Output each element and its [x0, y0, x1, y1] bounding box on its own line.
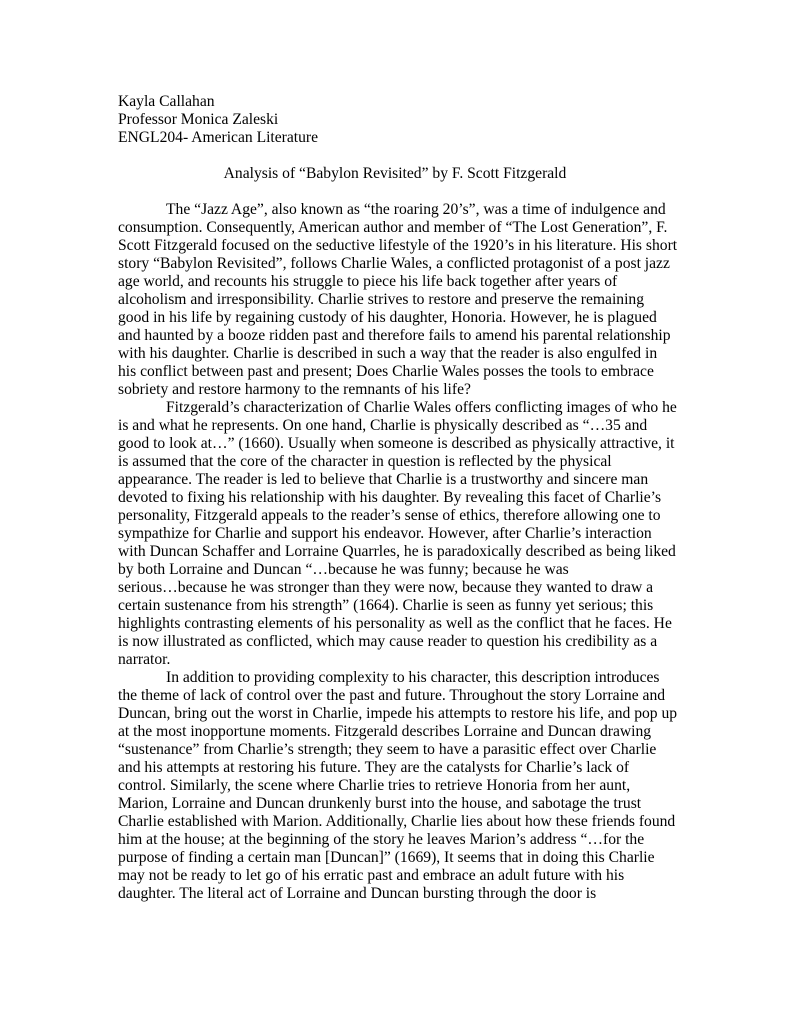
text-line: narrator. — [118, 651, 171, 668]
text-line: highlights contrasting elements of his personality as well as the conflict that he faces. He — [118, 615, 672, 632]
text-line: “sustenance” from Charlie’s strength; they seem to have a parasitic effect over Charlie — [118, 741, 657, 758]
text-line: appearance. The reader is led to believe that Charlie is a trustworthy and sincere man — [118, 471, 649, 488]
document-title: Analysis of “Babylon Revisited” by F. Scott Fitzgerald — [223, 165, 567, 182]
text-line: Charlie established with Marion. Additionally, Charlie lies about how these friends found — [118, 813, 676, 830]
paragraph-2 — [118, 399, 677, 669]
text-line: purpose of finding a certain man [Duncan]” (1669), It seems that in doing this Charlie — [118, 849, 655, 866]
text-line: Duncan, bring out the worst in Charlie, impede his attempts to restore his life, and pop up — [118, 705, 678, 722]
text-line: daughter. The literal act of Lorraine and Duncan bursting through the door is — [118, 885, 597, 902]
text-line: is now illustrated as conflicted, which may cause reader to question his credibility as a — [118, 633, 658, 650]
text-line: may not be ready to let go of his erratic past and embrace an adult future with his — [118, 867, 625, 884]
text-line: his conflict between past and present; Does Charlie Wales posses the tools to embrace — [118, 363, 654, 380]
text-line: good in his life by regaining custody of his daughter, Honoria. However, he is plagued — [118, 309, 657, 326]
document-header — [118, 93, 672, 147]
paragraph-1 — [118, 201, 678, 399]
text-line: control. Similarly, the scene where Charlie tries to retrieve Honoria from her aunt, — [118, 777, 631, 794]
text-line: certain sustenance from his strength” (1664). Charlie is seen as funny yet serious; this — [118, 597, 654, 614]
text-line: and his attempts at restoring his future. They are the catalysts for Charlie’s lack of — [118, 759, 630, 776]
course-name: ENGL204- American Literature — [118, 129, 319, 146]
text-line: Scott Fitzgerald focused on the seductive lifestyle of the 1920’s in his literature. His short — [118, 237, 678, 254]
text-line: by both Lorraine and Duncan “…because he was funny; because he was — [118, 561, 569, 578]
professor-name: Professor Monica Zaleski — [118, 111, 279, 128]
text-line: consumption. Consequently, American author and member of “The Lost Generation”, F. — [118, 219, 668, 236]
document-page — [118, 93, 678, 903]
document-body — [118, 201, 678, 903]
text-line: is assumed that the core of the character in question is reflected by the physical — [118, 453, 612, 470]
text-line: age world, and recounts his struggle to piece his life back together after years of — [118, 273, 618, 290]
text-line: Fitzgerald’s characterization of Charlie Wales offers conflicting images of who he — [166, 399, 677, 416]
text-line: him at the house; at the beginning of the story he leaves Marion’s address “…for the — [118, 831, 645, 848]
text-line: is and what he represents. On one hand, Charlie is physically described as “…35 and — [118, 417, 648, 434]
author-name: Kayla Callahan — [118, 93, 215, 110]
text-line: personality, Fitzgerald appeals to the reader’s sense of ethics, therefore allowing one to — [118, 507, 661, 524]
text-line: sympathize for Charlie and support his endeavor. However, after Charlie’s interaction — [118, 525, 652, 542]
text-line: and haunted by a booze ridden past and therefore fails to amend his parental relationship — [118, 327, 671, 344]
text-line: In addition to providing complexity to his character, this description introduces — [166, 669, 660, 686]
text-line: serious…because he was stronger than they were now, because they wanted to draw a — [118, 579, 654, 596]
text-line: The “Jazz Age”, also known as “the roaring 20’s”, was a time of indulgence and — [166, 201, 666, 218]
text-line: good to look at…” (1660). Usually when someone is described as physically attractive, it — [118, 435, 675, 452]
text-line: Marion, Lorraine and Duncan drunkenly burst into the house, and sabotage the trust — [118, 795, 642, 812]
paragraph-3 — [118, 669, 678, 903]
text-line: alcoholism and irresponsibility. Charlie strives to restore and preserve the remaining — [118, 291, 644, 308]
text-line: sobriety and restore harmony to the remnants of his life? — [118, 381, 471, 398]
text-line: at the most inopportune moments. Fitzgerald describes Lorraine and Duncan drawing — [118, 723, 652, 740]
text-line: with his daughter. Charlie is described in such a way that the reader is also engulfed in — [118, 345, 658, 362]
text-line: with Duncan Schaffer and Lorraine Quarrles, he is paradoxically described as being liked — [118, 543, 676, 560]
text-line: story “Babylon Revisited”, follows Charlie Wales, a conflicted protagonist of a post jazz — [118, 255, 670, 272]
text-line: devoted to fixing his relationship with his daughter. By revealing this facet of Charlie’s — [118, 489, 662, 506]
text-line: the theme of lack of control over the past and future. Throughout the story Lorraine and — [118, 687, 666, 704]
